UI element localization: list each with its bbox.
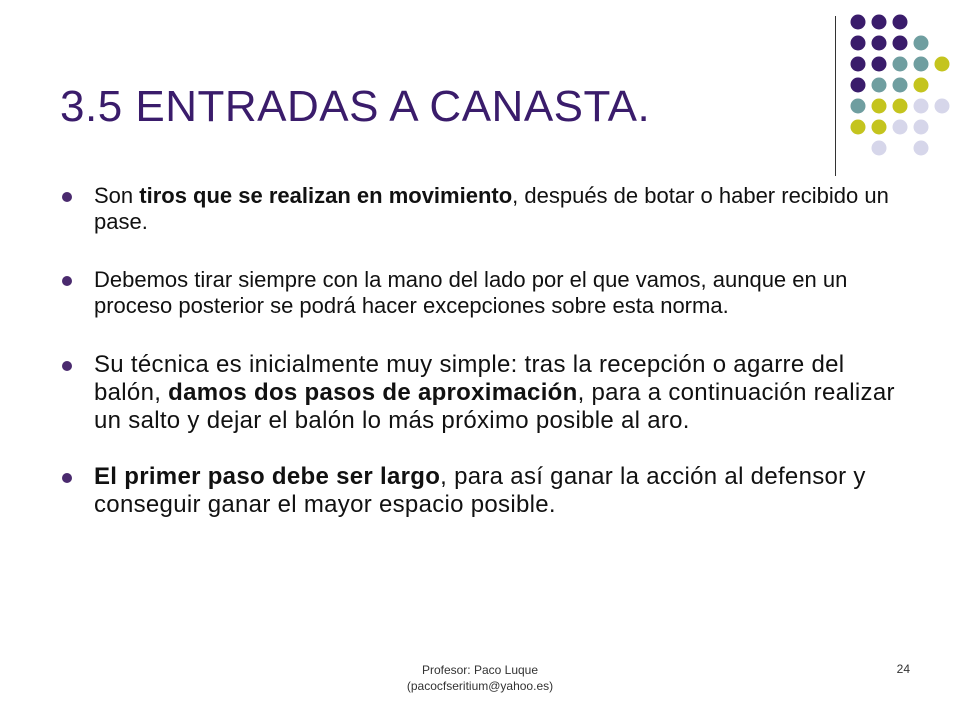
bullet-text: Son — [94, 183, 140, 208]
footer-author-email: (pacocfseritium@yahoo.es) — [406, 679, 554, 693]
bullet-item — [62, 351, 902, 435]
bullet-text: Su técnica es inicialmente muy simple: tras la recepción o agarre del balón, — [94, 351, 845, 406]
decorative-dot — [851, 57, 866, 72]
bullet-dot-icon — [62, 473, 72, 483]
decorative-dot — [914, 141, 929, 156]
decorative-dot — [893, 120, 908, 135]
decorative-dot — [935, 57, 950, 72]
decorative-divider-line — [835, 16, 836, 176]
bullet-dot-icon — [62, 361, 72, 371]
bullet-list — [62, 183, 902, 547]
decorative-dot — [851, 99, 866, 114]
dot-grid-graphic — [848, 12, 952, 160]
decorative-dot — [872, 99, 887, 114]
decorative-dot — [851, 15, 866, 30]
bullet-text: , para así ganar la acción al defensor y conseguir ganar el mayor espacio posible. — [94, 463, 866, 518]
footer-author-name: Profesor: Paco Luque — [421, 663, 539, 677]
decorative-dot — [893, 36, 908, 51]
decorative-dot — [872, 36, 887, 51]
decorative-dot — [872, 78, 887, 93]
bullet-bold-text: El primer paso debe ser largo — [94, 463, 441, 490]
bullet-bold-text: damos dos pasos de aproximación — [168, 379, 578, 406]
bullet-bold-text: tiros que se realizan en movimiento — [139, 183, 513, 208]
decorative-dot — [914, 78, 929, 93]
decorative-dot — [872, 15, 887, 30]
decorative-dot — [893, 78, 908, 93]
decorative-dot — [872, 57, 887, 72]
decorative-dot — [872, 141, 887, 156]
decorative-dot — [914, 36, 929, 51]
bullet-dot-icon — [62, 192, 72, 202]
decorative-dot — [851, 120, 866, 135]
bullet-text: , después de botar o haber recibido un pase. — [94, 183, 889, 234]
slide-title: 3.5 ENTRADAS A CANASTA. — [60, 82, 651, 131]
decorative-dot — [872, 120, 887, 135]
bullet-item — [62, 463, 902, 519]
bullet-text: Debemos tirar siempre con la mano del lado por el que vamos, aunque en un proceso posterior se podrá hacer excepciones sobre esta norma. — [94, 267, 848, 318]
decorative-dot — [893, 15, 908, 30]
decorative-dot-grid — [848, 12, 952, 160]
bullet-text: , para a continuación realizar un salto y dejar el balón lo más próximo posible al aro. — [94, 379, 895, 434]
decorative-dot — [893, 57, 908, 72]
decorative-dot — [914, 57, 929, 72]
bullet-item — [62, 183, 902, 235]
decorative-dot — [893, 99, 908, 114]
page-number: 24 — [896, 662, 910, 676]
decorative-dot — [851, 78, 866, 93]
decorative-dot — [914, 99, 929, 114]
bullet-dot-icon — [62, 276, 72, 286]
footer-author — [330, 662, 630, 694]
decorative-dot — [914, 120, 929, 135]
decorative-dot — [935, 99, 950, 114]
decorative-dot — [851, 36, 866, 51]
bullet-item — [62, 267, 902, 319]
